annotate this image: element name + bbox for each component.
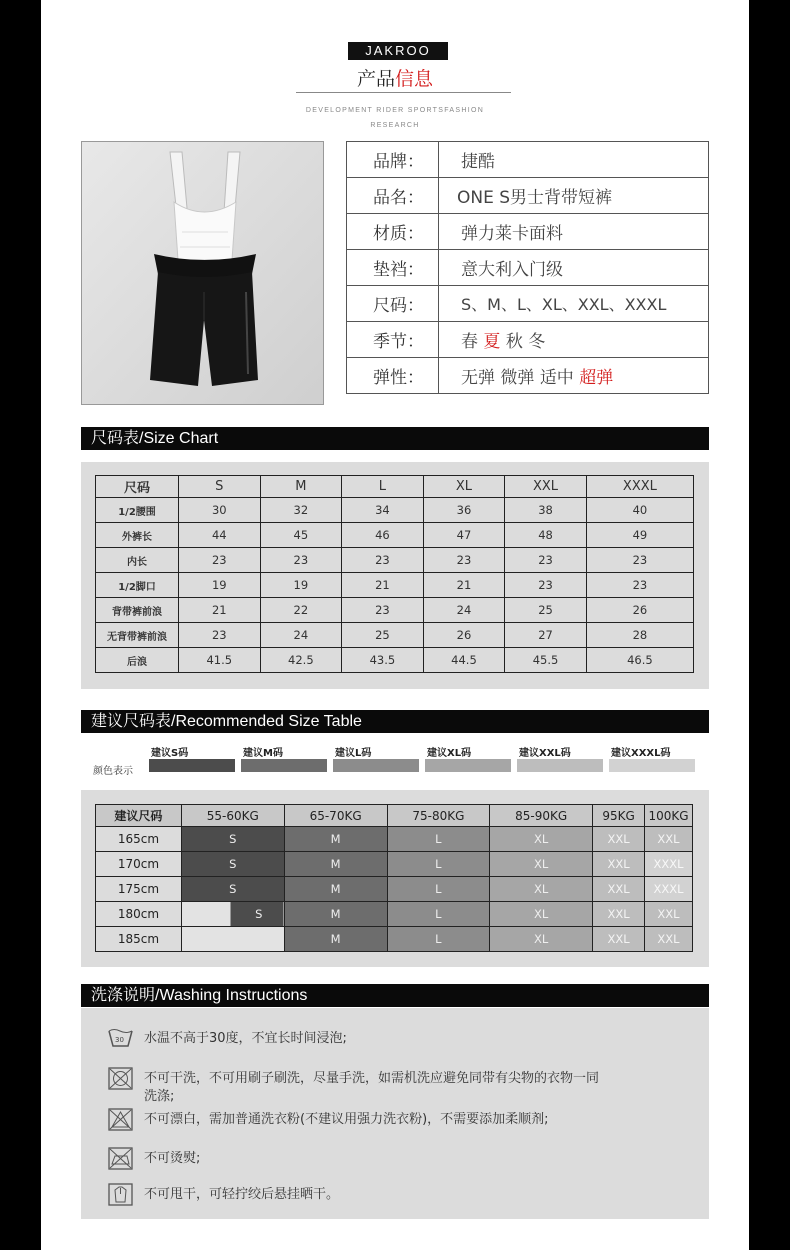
size-chart-panel (81, 462, 709, 689)
recommended-size-cell: XL (490, 877, 593, 902)
product-photo (81, 141, 324, 405)
size-chart-row (96, 623, 694, 648)
recommended-size-cell: L (387, 877, 490, 902)
info-value: 弹力莱卡面料 (439, 214, 709, 250)
weight-header: 85-90KG (490, 805, 593, 827)
measure-value: 38 (505, 498, 587, 523)
legend-caption: 建议XXL码 (519, 748, 571, 759)
season-autumn: 秋 (505, 332, 523, 352)
measure-value: 25 (505, 598, 587, 623)
height-label: 175cm (96, 877, 182, 902)
page-title-part2: 信息 (395, 68, 434, 90)
recommended-row (96, 827, 693, 852)
info-value: S、M、L、XL、XXL、XXXL (439, 286, 709, 322)
brand-logo: JAKROO (348, 42, 448, 60)
info-value: ONE S男士背带短裤 (439, 178, 709, 214)
recommended-size-cell: L (387, 827, 490, 852)
measure-value: 45 (260, 523, 342, 548)
size-header-cell: S (179, 476, 261, 498)
info-key: 弹性： (347, 358, 439, 394)
season-winter: 冬 (528, 332, 546, 352)
season-spring: 春 (461, 332, 478, 352)
measure-value: 26 (586, 598, 693, 623)
measure-name: 背带裤前浪 (96, 598, 179, 623)
recommended-header-label: 建议尺码 (96, 805, 182, 827)
legend-caption: 建议XL码 (427, 748, 472, 759)
recommended-row (96, 902, 693, 927)
measure-value: 23 (505, 573, 587, 598)
washing-item (107, 1107, 549, 1132)
size-header-cell: XL (423, 476, 505, 498)
recommended-size-cell: XL (490, 827, 593, 852)
elastic-values (439, 358, 709, 394)
no-bleach-icon (107, 1107, 134, 1132)
washing-text: 水温不高于30度，不宜长时间浸泡; (144, 1031, 347, 1046)
height-label: 185cm (96, 927, 182, 952)
size-header-cell: XXXL (586, 476, 693, 498)
recommended-size-cell: XL (490, 902, 593, 927)
recommended-size-cell: XXXL (645, 877, 693, 902)
measure-value: 23 (179, 548, 261, 573)
recommended-size-cell: S (181, 902, 284, 927)
right-border (749, 0, 790, 1250)
measure-value: 23 (342, 548, 424, 573)
info-row (347, 250, 709, 286)
size-chart-header (96, 476, 694, 498)
weight-header: 95KG (593, 805, 645, 827)
elastic-moderate: 适中 (539, 368, 574, 388)
measure-name: 1/2腰围 (96, 498, 179, 523)
legend-label: 颜色表示 (93, 766, 133, 777)
measure-value: 48 (505, 523, 587, 548)
info-row (347, 178, 709, 214)
info-row-elastic (347, 358, 709, 394)
weight-header: 75-80KG (387, 805, 490, 827)
washing-item (107, 1066, 607, 1106)
recommended-size-cell: XXL (593, 852, 645, 877)
measure-value: 23 (586, 573, 693, 598)
recommended-size-cell: XXL (645, 902, 693, 927)
weight-header: 100KG (645, 805, 693, 827)
elastic-super: 超弹 (579, 368, 614, 388)
recommended-title: 建议尺码表/Recommended Size Table (81, 710, 709, 733)
measure-value: 30 (179, 498, 261, 523)
recommended-size-cell: L (387, 927, 490, 952)
page-title (41, 64, 749, 91)
info-value: 意大利入门级 (439, 250, 709, 286)
measure-value: 32 (260, 498, 342, 523)
weight-header: 55-60KG (181, 805, 284, 827)
legend-caption: 建议L码 (335, 748, 372, 759)
no-iron-icon (107, 1146, 134, 1171)
size-header-label: 尺码 (96, 476, 179, 498)
measure-value: 23 (505, 548, 587, 573)
measure-value: 21 (423, 573, 505, 598)
info-value: 捷酷 (439, 142, 709, 178)
measure-value: 19 (260, 573, 342, 598)
legend-caption: 建议XXXL码 (611, 748, 671, 759)
recommended-size-cell: M (284, 852, 387, 877)
measure-value: 47 (423, 523, 505, 548)
size-chart-title: 尺码表/Size Chart (81, 427, 709, 450)
tagline: DEVELOPMENT RIDER SPORTSFASHION RESEARCH (305, 107, 485, 129)
recommended-size-table (95, 804, 693, 952)
wash-30-icon (107, 1026, 134, 1051)
recommended-size-cell: XXL (593, 927, 645, 952)
elastic-none: 无弹 (461, 368, 495, 388)
recommended-size-cell (181, 927, 284, 952)
size-chart-row (96, 523, 694, 548)
product-page (41, 0, 749, 1250)
measure-name: 后浪 (96, 648, 179, 673)
measure-value: 19 (179, 573, 261, 598)
height-label: 180cm (96, 902, 182, 927)
size-header-cell: XXL (505, 476, 587, 498)
legend-swatch (517, 759, 603, 772)
recommended-size-cell: XL (490, 852, 593, 877)
measure-value: 27 (505, 623, 587, 648)
washing-title: 洗涤说明/Washing Instructions (81, 984, 709, 1007)
season-values (439, 322, 709, 358)
measure-value: 23 (342, 598, 424, 623)
recommended-size-cell: XXL (593, 902, 645, 927)
no-dry-clean-icon (107, 1066, 134, 1091)
info-row (347, 286, 709, 322)
measure-value: 42.5 (260, 648, 342, 673)
measure-name: 1/2脚口 (96, 573, 179, 598)
info-key: 品牌： (347, 142, 439, 178)
recommended-size-cell: S (181, 852, 284, 877)
washing-item (107, 1146, 200, 1171)
info-key: 品名： (347, 178, 439, 214)
recommended-row (96, 852, 693, 877)
washing-item (107, 1182, 339, 1207)
recommended-row (96, 927, 693, 952)
measure-value: 26 (423, 623, 505, 648)
size-chart-table (95, 475, 694, 673)
size-chart-row (96, 498, 694, 523)
washing-text: 不可甩干，可轻拧绞后悬挂晒干。 (144, 1187, 340, 1202)
measure-value: 23 (423, 548, 505, 573)
measure-value: 43.5 (342, 648, 424, 673)
size-header-cell: L (342, 476, 424, 498)
legend-swatch (333, 759, 419, 772)
recommended-size-cell: XL (490, 927, 593, 952)
measure-value: 21 (342, 573, 424, 598)
recommended-size-cell: M (284, 827, 387, 852)
measure-value: 23 (260, 548, 342, 573)
season-summer: 夏 (483, 332, 501, 352)
measure-name: 无背带裤前浪 (96, 623, 179, 648)
recommended-size-cell: M (284, 877, 387, 902)
recommended-size-cell: L (387, 902, 490, 927)
legend-caption: 建议M码 (243, 748, 283, 759)
recommended-size-cell: XXL (645, 927, 693, 952)
measure-value: 44 (179, 523, 261, 548)
recommended-row (96, 877, 693, 902)
measure-value: 23 (179, 623, 261, 648)
recommended-size-cell: XXL (593, 877, 645, 902)
recommended-size-cell: M (284, 927, 387, 952)
measure-name: 外裤长 (96, 523, 179, 548)
recommended-size-cell: XXL (593, 827, 645, 852)
info-row-season (347, 322, 709, 358)
legend-swatch (149, 759, 235, 772)
bib-shorts-image (82, 142, 324, 405)
size-chart-row (96, 598, 694, 623)
size-chart-row (96, 573, 694, 598)
measure-value: 25 (342, 623, 424, 648)
washing-text: 不可漂白，需加普通洗衣粉(不建议用强力洗衣粉)，不需要添加柔顺剂; (144, 1112, 549, 1127)
measure-value: 46.5 (586, 648, 693, 673)
recommended-size-cell: L (387, 852, 490, 877)
info-key: 季节： (347, 322, 439, 358)
size-chart-row (96, 648, 694, 673)
measure-value: 46 (342, 523, 424, 548)
weight-header: 65-70KG (284, 805, 387, 827)
recommended-size-cell: XXXL (645, 852, 693, 877)
measure-value: 24 (423, 598, 505, 623)
recommended-header (96, 805, 693, 827)
elastic-slight: 微弹 (500, 368, 535, 388)
page-title-part1: 产品 (356, 68, 395, 90)
info-key: 材质： (347, 214, 439, 250)
product-info-table (346, 141, 709, 394)
recommended-size-cell: XXL (645, 827, 693, 852)
size-header-cell: M (260, 476, 342, 498)
measure-value: 44.5 (423, 648, 505, 673)
measure-value: 40 (586, 498, 693, 523)
measure-name: 内长 (96, 548, 179, 573)
legend-swatch (425, 759, 511, 772)
washing-text: 不可烫熨; (144, 1151, 201, 1166)
height-label: 165cm (96, 827, 182, 852)
measure-value: 23 (586, 548, 693, 573)
recommended-size-cell: M (284, 902, 387, 927)
measure-value: 45.5 (505, 648, 587, 673)
measure-value: 22 (260, 598, 342, 623)
legend-swatch (241, 759, 327, 772)
measure-value: 21 (179, 598, 261, 623)
info-key: 垫裆： (347, 250, 439, 286)
legend-caption: 建议S码 (151, 748, 189, 759)
measure-value: 24 (260, 623, 342, 648)
washing-text: 不可干洗，不可用刷子刷洗，尽量手洗，如需机洗应避免同带有尖物的衣物一同洗涤; (144, 1071, 600, 1104)
size-chart-row (96, 548, 694, 573)
info-row (347, 142, 709, 178)
measure-value: 28 (586, 623, 693, 648)
hang-dry-icon (107, 1182, 134, 1207)
washing-item (107, 1026, 347, 1051)
measure-value: 36 (423, 498, 505, 523)
left-border (0, 0, 41, 1250)
height-label: 170cm (96, 852, 182, 877)
measure-value: 34 (342, 498, 424, 523)
info-key: 尺码： (347, 286, 439, 322)
info-row (347, 214, 709, 250)
legend-swatch (609, 759, 695, 772)
svg-text:30: 30 (115, 1036, 124, 1044)
title-divider (296, 92, 511, 93)
measure-value: 41.5 (179, 648, 261, 673)
measure-value: 49 (586, 523, 693, 548)
recommended-panel (81, 790, 709, 967)
recommended-size-cell: S (181, 877, 284, 902)
recommended-size-cell: S (181, 827, 284, 852)
